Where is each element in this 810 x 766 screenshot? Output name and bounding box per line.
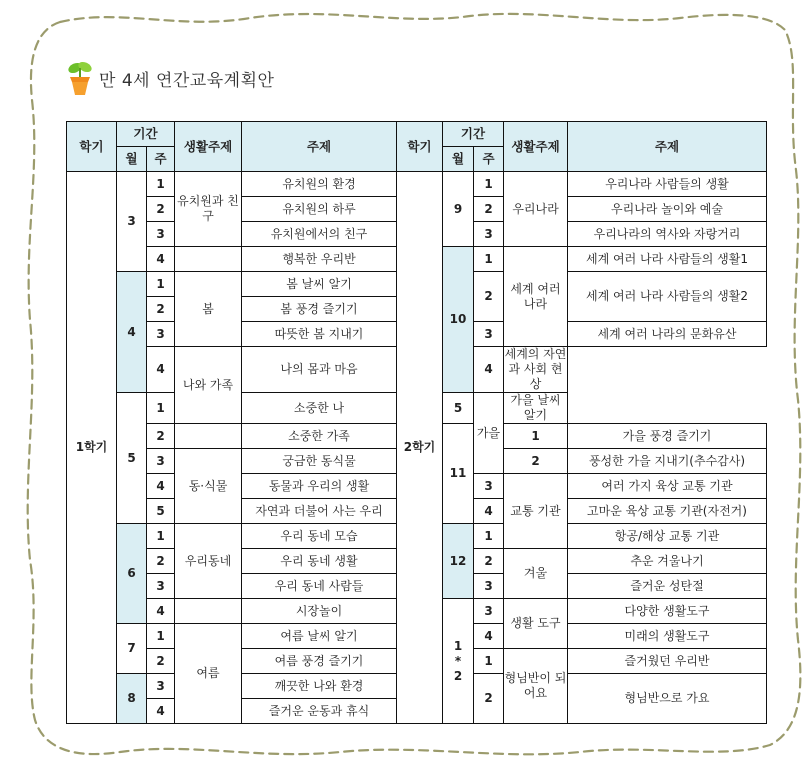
- life-theme-cell: 세계 여러 나라: [504, 247, 568, 347]
- topic-cell: 여름 풍경 즐기기: [242, 649, 397, 674]
- topic-cell: 봄 날씨 알기: [242, 272, 397, 297]
- topic-cell: 여러 가지 육상 교통 기관: [568, 474, 767, 499]
- topic-cell: 우리 동네 사람들: [242, 574, 397, 599]
- life-theme-cell: 봄: [175, 272, 242, 347]
- month-cell: 3: [117, 172, 147, 272]
- week-cell: 3: [474, 599, 504, 624]
- topic-cell: 유치원의 환경: [242, 172, 397, 197]
- week-cell: 1: [147, 524, 175, 549]
- week-cell: 1: [147, 272, 175, 297]
- topic-cell: 봄 풍경 즐기기: [242, 297, 397, 322]
- header-period: 기간: [443, 122, 504, 147]
- month-cell: 10: [443, 247, 474, 393]
- topic-cell: 형님반으로 가요: [568, 674, 767, 724]
- header-life-theme: 생활주제: [175, 122, 242, 172]
- topic-cell: 여름 날씨 알기: [242, 624, 397, 649]
- topic-cell: 풍성한 가을 지내기(추수감사): [568, 449, 767, 474]
- topic-cell: 추운 겨울나기: [568, 549, 767, 574]
- topic-cell: 가을 풍경 즐기기: [568, 424, 767, 449]
- header-semester: 학기: [67, 122, 117, 172]
- week-cell: 2: [474, 674, 504, 724]
- week-cell: 2: [147, 549, 175, 574]
- week-cell: 4: [147, 474, 175, 499]
- topic-cell: 세계 여러 나라 사람들의 생활2: [568, 272, 767, 322]
- month-cell: 9: [443, 172, 474, 247]
- topic-cell: 우리나라 사람들의 생활: [568, 172, 767, 197]
- life-theme-cell: 우리동네: [175, 524, 242, 599]
- topic-cell: 궁금한 동식물: [242, 449, 397, 474]
- week-cell: 2: [147, 424, 175, 449]
- topic-cell: 동물과 우리의 생활: [242, 474, 397, 499]
- topic-cell: 우리나라의 역사와 자랑거리: [568, 222, 767, 247]
- week-cell: 3: [147, 322, 175, 347]
- week-cell: 3: [147, 574, 175, 599]
- topic-cell: 세계의 자연과 사회 현상: [504, 347, 567, 391]
- week-cell: 1: [474, 649, 504, 674]
- week-cell: 4: [474, 347, 504, 393]
- header-month: 월: [117, 147, 147, 172]
- topic-cell: 우리나라 놀이와 예술: [568, 197, 767, 222]
- month-cell: 5: [117, 393, 147, 524]
- week-cell: 2: [474, 272, 504, 322]
- life-theme-cell: 겨울: [504, 549, 568, 599]
- week-cell: 2: [147, 649, 175, 674]
- week-cell: 3: [147, 674, 175, 699]
- life-theme-cell: 생활 도구: [504, 599, 568, 649]
- week-cell: 1: [147, 172, 175, 197]
- week-cell: 3: [474, 574, 504, 599]
- week-cell: 4: [474, 499, 504, 524]
- week-cell: 3: [474, 474, 504, 499]
- topic-cell: 자연과 더불어 사는 우리: [242, 499, 397, 524]
- month-cell: 8: [117, 674, 147, 724]
- header-month: 월: [443, 147, 474, 172]
- topic-cell: 소중한 나: [242, 393, 397, 424]
- life-theme-cell: 가을: [474, 393, 504, 474]
- header-topic: 주제: [568, 122, 767, 172]
- topic-cell: 항공/해상 교통 기관: [568, 524, 767, 549]
- life-theme-cell: 나와 가족: [175, 347, 242, 424]
- topic-cell: 유치원에서의 친구: [242, 222, 397, 247]
- week-cell: 3: [147, 449, 175, 474]
- week-cell: 4: [147, 247, 175, 272]
- topic-cell: 즐거운 운동과 휴식: [242, 699, 397, 724]
- sprout-pot-icon: [67, 59, 93, 97]
- week-cell: 3: [474, 322, 504, 347]
- topic-cell: 다양한 생활도구: [568, 599, 767, 624]
- week-cell: 4: [147, 699, 175, 724]
- topic-cell: 우리 동네 모습: [242, 524, 397, 549]
- semester-cell: 2학기: [397, 172, 443, 724]
- week-cell: 2: [474, 549, 504, 574]
- topic-cell: 행복한 우리반: [242, 247, 397, 272]
- life-theme-cell: 여름: [175, 624, 242, 724]
- week-cell: 1: [504, 424, 568, 449]
- topic-cell: 가을 날씨 알기: [504, 393, 568, 424]
- week-cell: 1: [147, 393, 175, 424]
- header-week: 주: [147, 147, 175, 172]
- life-theme-cell: 유치원과 친구: [175, 172, 242, 247]
- week-cell: 1: [474, 524, 504, 549]
- month-cell: 12: [443, 524, 474, 599]
- annual-plan-table: [66, 121, 767, 724]
- month-cell: 4: [117, 272, 147, 393]
- header-week: 주: [474, 147, 504, 172]
- week-cell: 4: [147, 347, 175, 393]
- life-theme-cell-empty: [175, 247, 242, 272]
- week-cell: 2: [504, 449, 568, 474]
- header-period: 기간: [117, 122, 175, 147]
- topic-cell: 시장놀이: [242, 599, 397, 624]
- topic-cell: 세계 여러 나라 사람들의 생활1: [568, 247, 767, 272]
- topic-cell: 즐거웠던 우리반: [568, 649, 767, 674]
- week-cell: 1: [147, 624, 175, 649]
- life-theme-cell: 동·식물: [175, 449, 242, 524]
- topic-cell: 소중한 가족: [242, 424, 397, 449]
- semester-cell: 1학기: [67, 172, 117, 724]
- month-cell: 11: [443, 424, 474, 524]
- week-cell: 2: [474, 197, 504, 222]
- topic-cell: 따뜻한 봄 지내기: [242, 322, 397, 347]
- life-theme-cell: 교통 기관: [504, 474, 568, 549]
- topic-cell: 고마운 육상 교통 기관(자전거): [568, 499, 767, 524]
- life-theme-cell: 형님반이 되어요: [504, 649, 568, 724]
- week-cell: 5: [147, 499, 175, 524]
- week-cell: 4: [474, 624, 504, 649]
- week-cell: 1: [474, 172, 504, 197]
- month-cell: 1 * 2: [443, 599, 474, 724]
- week-cell: 5: [443, 393, 474, 424]
- life-theme-cell-empty: [175, 424, 242, 449]
- title-area: [67, 58, 274, 98]
- month-cell: 7: [117, 624, 147, 674]
- week-cell: 3: [147, 222, 175, 247]
- week-cell: 1: [474, 247, 504, 272]
- month-cell: 6: [117, 524, 147, 624]
- topic-cell: 세계 여러 나라의 문화유산: [568, 322, 767, 347]
- week-cell: 2: [147, 197, 175, 222]
- week-cell: 3: [474, 222, 504, 247]
- life-theme-cell-empty: [175, 599, 242, 624]
- header-life-theme: 생활주제: [504, 122, 568, 172]
- header-topic: 주제: [242, 122, 397, 172]
- topic-cell: 미래의 생활도구: [568, 624, 767, 649]
- week-cell: 4: [147, 599, 175, 624]
- header-semester: 학기: [397, 122, 443, 172]
- page-title: 만 4세 연간교육계획안: [99, 70, 275, 91]
- topic-cell: 깨끗한 나와 환경: [242, 674, 397, 699]
- topic-cell: 우리 동네 생활: [242, 549, 397, 574]
- topic-cell: 나의 몸과 마음: [242, 347, 397, 393]
- life-theme-cell: 우리나라: [504, 172, 568, 247]
- topic-cell: 유치원의 하루: [242, 197, 397, 222]
- week-cell: 2: [147, 297, 175, 322]
- topic-cell: 즐거운 성탄절: [568, 574, 767, 599]
